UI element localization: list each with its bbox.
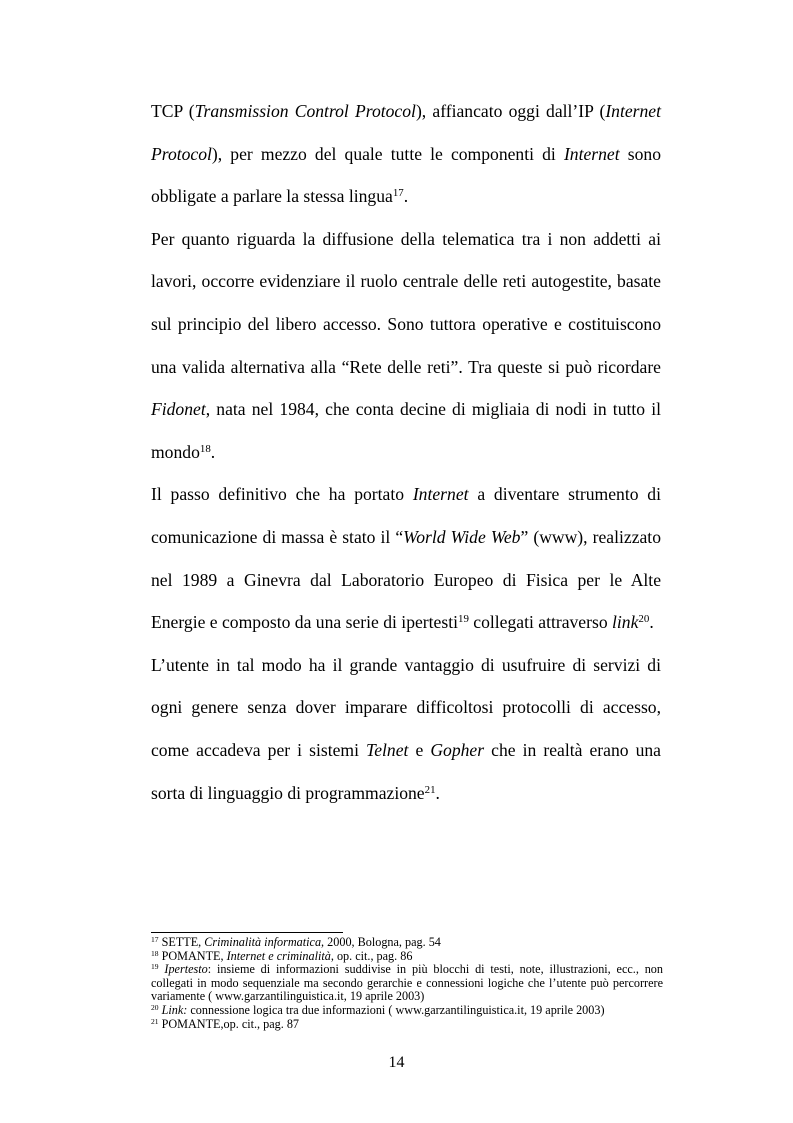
text-run: POMANTE, [158,948,227,963]
text-run: . [210,441,216,462]
text-run: POMANTE,op. cit., pag. 87 [158,1016,300,1031]
text-run: a diventare strumento di comunicazione di massa è stato il “ [151,484,661,547]
footnote-ref: 19 [457,613,469,626]
footnote-ref: 19 [151,962,159,972]
text-run: . [649,612,654,633]
footnote [151,1004,663,1018]
text-run: . [403,186,409,207]
footnote [151,963,663,1004]
text-run: e [408,739,431,760]
text-run: che in realtà erano una sorta di linguaggio di programmazione [151,739,661,803]
text-run: L’utente in tal modo ha il grande vantaggio di usufruire di servizi di ogni genere senza dover imparare difficoltosi protocolli di accesso, come accadeva per i sistemi [151,654,661,760]
text-run: ), affiancato oggi dall’IP ( [415,101,606,121]
italic-text: Gopher [430,739,485,760]
text-run: , op. cit., pag. 86 [330,948,413,963]
text-run: ” (www), realizzato nel 1989 a Ginevra dal Laboratorio Europeo di Fisica per le Alte Energie e composto da una serie di ipertesti [151,526,661,633]
text-run: , nata nel 1984, che conta decine di migliaia di nodi in tutto il mondo [151,399,661,462]
text-run: . [435,782,440,803]
footnote-ref: 18 [199,442,211,455]
footnote-ref: 20 [151,1002,159,1012]
text-run: connessione logica tra due informazioni ( www.garzantilinguistica.it, 19 aprile 2003) [187,1002,605,1017]
italic-text: Internet [563,143,620,164]
footnote [151,936,663,950]
italic-text: Internet e criminalità [226,948,331,963]
text-run: Il passo definitivo che ha portato [151,484,413,505]
footnote-ref: 21 [151,1016,159,1026]
paragraph [151,473,661,643]
body-text [151,90,661,814]
italic-text: Ipertesto [164,962,208,977]
italic-text: link [612,612,639,633]
footnote-ref: 18 [151,948,159,958]
text-run: TCP ( [151,101,195,121]
text-run: ), per mezzo del quale tutte le componenti di [211,143,564,164]
text-run: Per quanto riguarda la diffusione della telematica tra i non addetti ai lavori, occorre evidenziare il ruolo centrale delle reti autogestite, basate sul principio del libero accesso. Sono tuttora operative e costituiscono una valida alternativa alla “Rete delle reti”. Tra queste si può ricordare [151,228,661,377]
footnotes [151,936,663,1031]
italic-text: Internet [412,484,469,505]
italic-text: Link: [161,1002,188,1017]
paragraph [151,90,661,218]
italic-text: Internet Protocol [151,101,662,164]
text-run: SETTE, [158,935,205,949]
italic-text: World Wide Web [403,526,521,547]
text-run: : insieme di informazioni suddivise in più blocchi di testi, note, illustrazioni, ecc., non collegati in modo sequenziale ma secondo gerarchie e connessioni logiche che l’utente può percorrere variamente ( www.garzantilinguistica.it, 19 aprile 2003) [151,962,663,1004]
text-run: 2000, Bologna, pag. 54 [324,935,441,949]
footnote-ref: 17 [392,187,404,200]
italic-text: Transmission Control Protocol [194,101,416,121]
paragraph [151,218,661,474]
footnote-ref: 21 [424,783,436,796]
paragraph [151,644,661,814]
footnote-ref: 17 [151,934,159,944]
italic-text: Telnet [366,739,409,760]
footnote-separator [151,932,343,933]
footnote-ref: 20 [638,613,650,626]
footnote [151,1018,663,1032]
text-run: sono obbligate a parlare la stessa lingua [151,143,661,207]
italic-text: Criminalità informatica, [204,935,325,949]
page-number: 14 [388,1054,405,1071]
italic-text: Fidonet [151,399,206,420]
text-run: collegati attraverso [468,612,613,633]
